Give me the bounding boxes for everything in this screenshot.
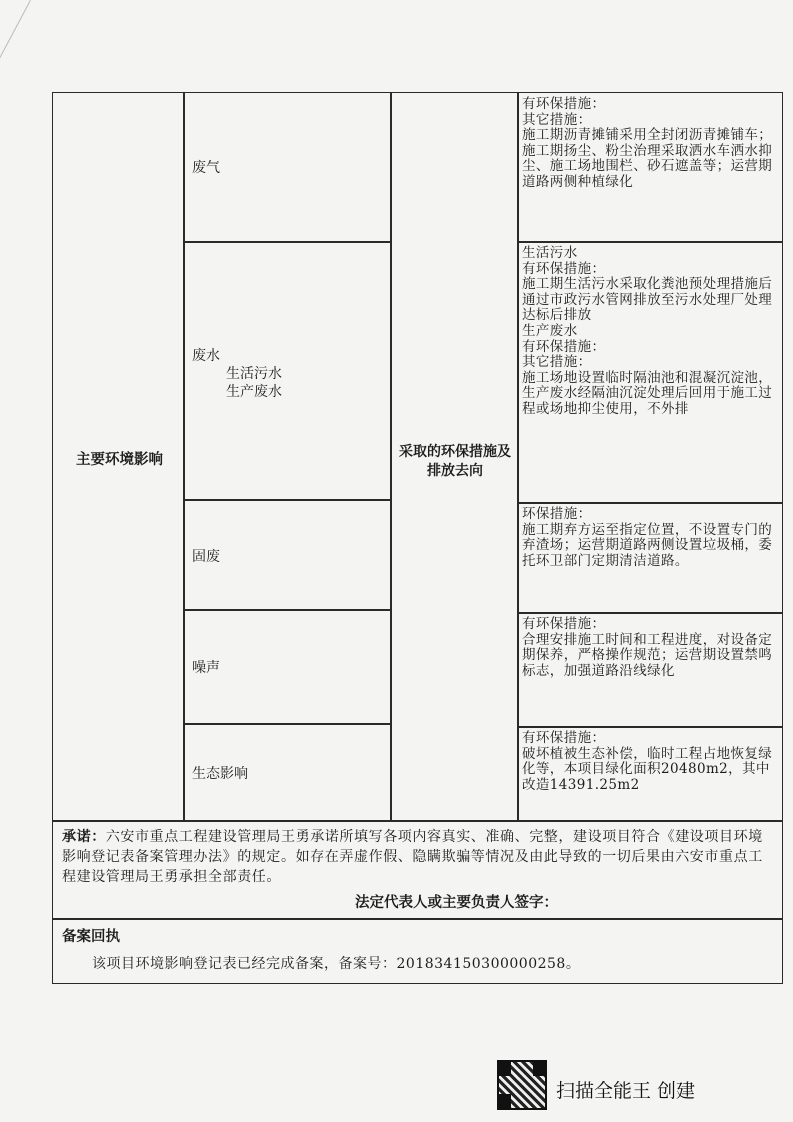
promise-label: 承诺： [62,829,106,845]
row-divider [517,502,783,504]
category-solid-waste: 固废 [192,549,220,565]
scanner-brand: 扫描全能王 创建 [556,1080,696,1102]
sub-domestic-sewage: 生活污水 [226,366,282,382]
row-divider [183,241,390,243]
promise-block [62,827,777,887]
category-noise: 噪声 [192,660,220,676]
section-divider [52,918,783,920]
measure-solid-waste: 环保措施： 施工期弃方运至指定位置，不设置专门的弃渣场；运营期道路两侧设置垃圾桶，委托环卫部门定期清洁道路。 [522,506,773,569]
row-divider [517,726,783,728]
signature-line: 法定代表人或主要负责人签字： [355,895,558,911]
row-divider [517,612,783,614]
scan-artifact-line [0,0,31,98]
category-ecology: 生态影响 [192,766,248,782]
row-divider [183,723,390,725]
section-label: 主要环境影响 [76,452,163,468]
table-divider [183,92,185,820]
measures-header-text: 采取的环保措施及排放去向 [399,444,511,479]
qr-code-icon [497,1060,547,1110]
table-divider [517,92,519,820]
measure-waste-water: 生活污水 有环保措施： 施工期生活污水采取化粪池预处理措施后通过市政污水管网排放至污水处理厂处理达标后排放 生产废水 有环保措施： 其它措施： 施工场地设置临时隔油池和混凝沉淀池，生产废水经隔油沉淀处理后回用于施工过程或场地抑尘使用，不外排 [522,245,773,417]
measure-noise: 有环保措施： 合理安排施工时间和工程进度，对设备定期保养，严格操作规范；运营期设置禁鸣标志，加强道路沿线绿化 [522,616,773,679]
sub-production-wastewater: 生产废水 [226,384,282,400]
table-divider [390,92,392,820]
section-divider [52,820,783,822]
category-waste-gas: 废气 [192,160,220,176]
row-divider [183,609,390,611]
row-divider [517,241,783,243]
measure-ecology: 有环保措施： 破坏植被生态补偿，临时工程占地恢复绿化等，本项目绿化面积20480m2，其中改造14391.25m2 [522,730,773,793]
measures-header [396,443,514,481]
measure-waste-gas: 有环保措施： 其它措施： 施工期沥青摊铺采用全封闭沥青摊铺车；施工期扬尘、粉尘治理采取洒水车洒水抑尘、施工场地围栏、砂石遮盖等；运营期道路两侧种植绿化 [522,96,773,190]
filing-text: 该项目环境影响登记表已经完成备案，备案号：201834150300000258。 [92,956,581,972]
filing-title: 备案回执 [62,929,120,945]
promise-text: 六安市重点工程建设管理局王勇承诺所填写各项内容真实、准确、完整，建设项目符合《建设项目环境影响登记表备案管理办法》的规定。如存在弄虚作假、隐瞒欺骗等情况及由此导致的一切后果由六安市重点工程建设管理局王勇承担全部责任。 [62,829,763,885]
row-divider [183,499,390,501]
category-waste-water: 废水 [192,348,220,364]
